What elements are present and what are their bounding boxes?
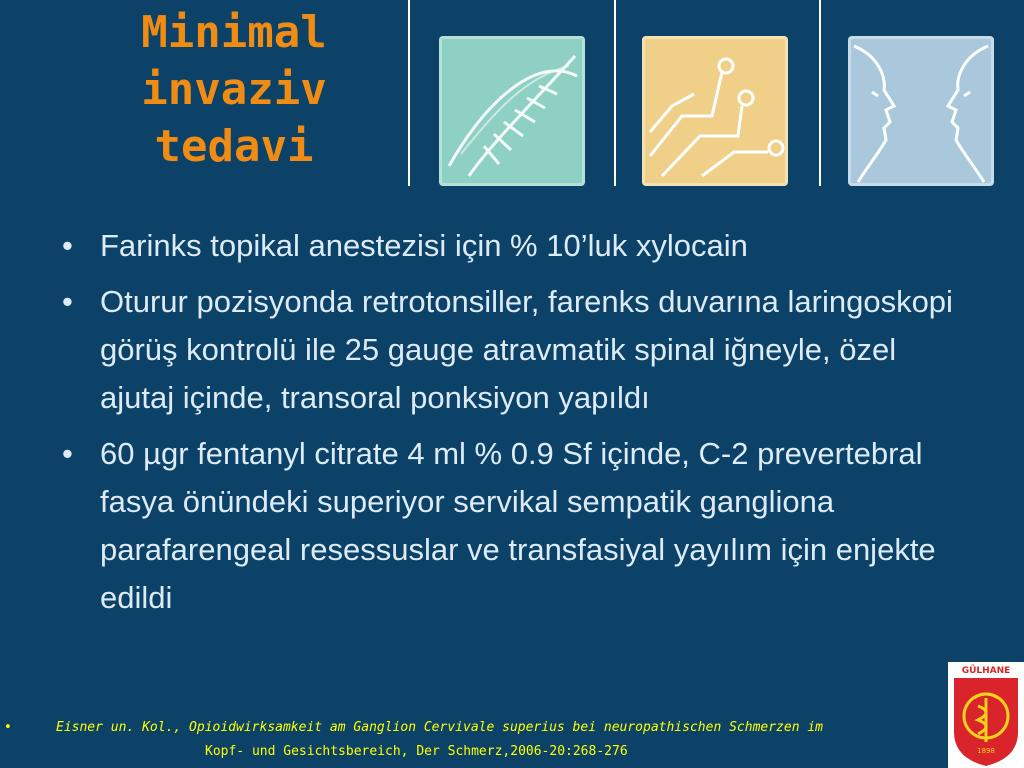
bullet-list (60, 222, 960, 630)
dna-helix-icon (439, 36, 585, 186)
footnote-line-1: Eisner un. Kol., Opioidwirksamkeit am Ganglion Cervivale superius bei neuropathischen Schmerzen im (56, 720, 824, 735)
title-line-3: tedavi (154, 121, 314, 172)
footnote-bullet: • (4, 720, 12, 735)
list-item (60, 278, 960, 422)
divider-2 (614, 0, 616, 186)
bullet-marker: • (62, 436, 73, 471)
circuit-board-graphic (642, 36, 788, 186)
faces-profile-graphic (848, 36, 994, 186)
logo-graphic (948, 662, 1024, 768)
list-item (60, 430, 960, 622)
divider-3 (819, 0, 821, 186)
bullet-marker: • (62, 228, 73, 263)
bullet-marker: • (62, 284, 73, 319)
dna-helix-graphic (439, 36, 585, 186)
circuit-board-icon (642, 36, 788, 186)
gulhane-academy-logo (948, 662, 1024, 768)
bullet-text: 60 µgr fentanyl citrate 4 ml % 0.9 Sf içinde, C-2 prevertebral fasya önündeki superiyor servikal sempatik gangliona parafarengeal resessuslar ve transfasiyal yayılım için enjekte edildi (100, 436, 936, 615)
divider-1 (408, 0, 410, 186)
title-line-1: Minimal (141, 7, 327, 58)
faces-profile-icon (848, 36, 994, 186)
footnote-line-2: Kopf- und Gesichtsbereich, Der Schmerz,2006-20:268-276 (205, 744, 628, 759)
bullet-text: Farinks topikal anestezisi için % 10’luk xylocain (100, 228, 748, 263)
logo-year: 1898 (977, 747, 995, 755)
bullet-text: Oturur pozisyonda retrotonsiller, farenks duvarına laringoskopi görüş kontrolü ile 25 gauge atravmatik spinal iğneyle, özel ajutaj içinde, transoral ponksiyon yapıldı (100, 284, 953, 415)
list-item (60, 222, 960, 270)
slide-title (118, 4, 350, 175)
title-line-2: invaziv (141, 64, 327, 115)
logo-top-text: GÜLHANE (961, 666, 1011, 676)
